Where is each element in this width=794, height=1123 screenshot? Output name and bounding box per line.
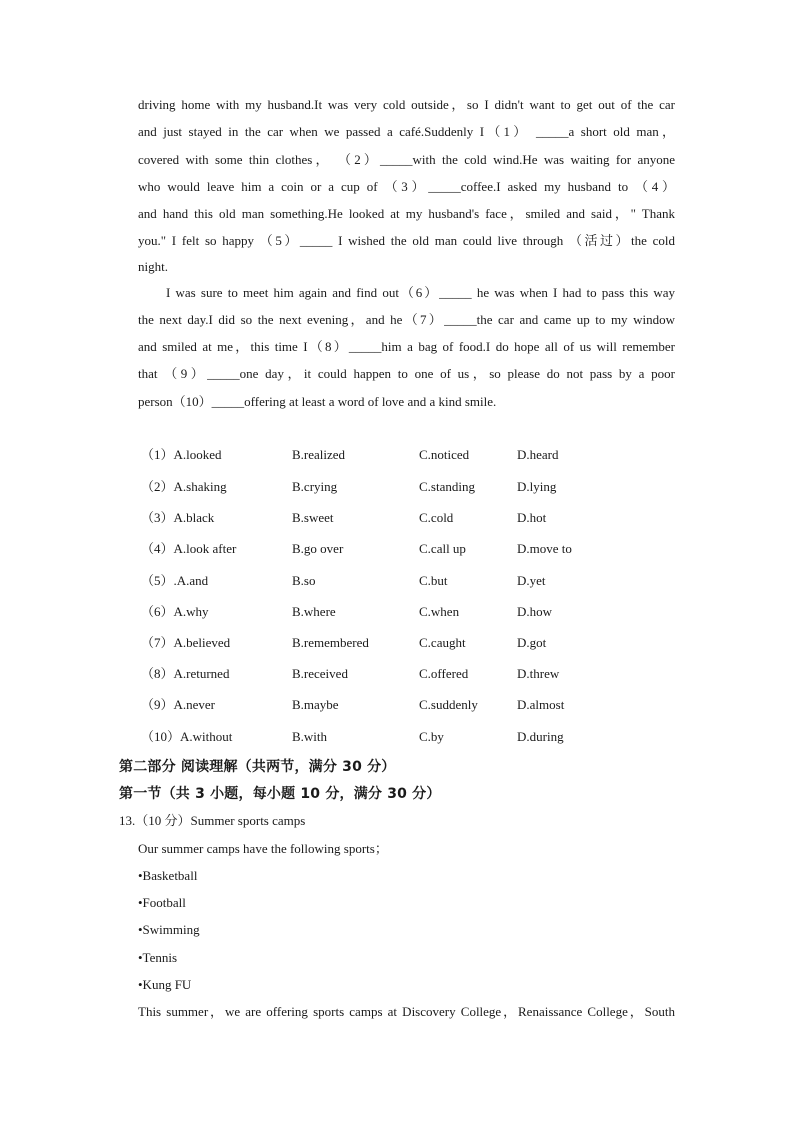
- passage-line: and smiled at me，this time I（8）_____him a bag of food.I do hope all of us will remember: [138, 339, 675, 354]
- option-a: （9）A.never: [141, 697, 216, 712]
- option-d: D.got: [517, 635, 547, 650]
- option-d: D.heard: [517, 447, 559, 462]
- option-a: （10）A.without: [141, 729, 233, 744]
- option-c: C.standing: [419, 479, 475, 494]
- list-item: •Football: [138, 895, 186, 910]
- option-b: B.where: [292, 604, 336, 619]
- option-c: C.by: [419, 729, 444, 744]
- option-b: B.maybe: [292, 697, 339, 712]
- option-b: B.received: [292, 666, 348, 681]
- option-d: D.almost: [517, 697, 565, 712]
- option-row: [141, 632, 661, 654]
- option-a: （5）.A.and: [141, 573, 209, 588]
- option-b: B.sweet: [292, 510, 334, 525]
- option-a: （2）A.shaking: [141, 479, 227, 494]
- passage-line: covered with some thin clothes， （2）_____with the cold wind.He was waiting for anyone: [138, 152, 675, 167]
- passage-line: and just stayed in the car when we passed a café.Suddenly I（1） _____a short old man，: [138, 124, 675, 139]
- option-c: C.caught: [419, 635, 466, 650]
- list-item: •Tennis: [138, 950, 178, 965]
- part-heading: 第二部分 阅读理解（共两节，满分 30 分）: [119, 759, 396, 775]
- list-item: •Swimming: [138, 922, 200, 937]
- option-a: （4）A.look after: [141, 541, 237, 556]
- option-row: [141, 570, 661, 592]
- option-a: （1）A.looked: [141, 447, 222, 462]
- option-row: [141, 601, 661, 623]
- option-d: D.threw: [517, 666, 560, 681]
- option-row: [141, 694, 661, 716]
- option-c: C.when: [419, 604, 460, 619]
- option-row: [141, 663, 661, 685]
- option-a: （3）A.black: [141, 510, 215, 525]
- option-c: C.call up: [419, 541, 466, 556]
- option-b: B.crying: [292, 479, 338, 494]
- option-a: （7）A.believed: [141, 635, 231, 650]
- option-c: C.suddenly: [419, 697, 478, 712]
- option-row: [141, 476, 661, 498]
- option-c: C.noticed: [419, 447, 470, 462]
- option-b: B.remembered: [292, 635, 369, 650]
- passage-line: driving home with my husband.It was very cold outside，so I didn't want to get out of the car: [138, 97, 675, 112]
- passage-line: that （9）_____one day，it could happen to one of us，so please do not pass by a poor: [138, 366, 675, 381]
- list-item: •Kung FU: [138, 977, 192, 992]
- passage-line: and hand this old man something.He looked at my husband's face，smiled and said，" Thank: [138, 206, 675, 221]
- passage-line: who would leave him a coin or a cup of （3）_____coffee.I asked my husband to （4）: [138, 179, 675, 194]
- closing-text: This summer，we are offering sports camps at Discovery College，Renaissance College，South: [138, 1004, 675, 1019]
- option-c: C.cold: [419, 510, 454, 525]
- option-b: B.go over: [292, 541, 344, 556]
- passage-line: I was sure to meet him again and find out（6）_____ he was when I had to pass this way: [166, 285, 675, 300]
- intro-text: Our summer camps have the following sports；: [138, 841, 388, 856]
- passage-line: person（10）_____offering at least a word of love and a kind smile.: [138, 394, 497, 409]
- option-b: B.with: [292, 729, 328, 744]
- option-row: [141, 507, 661, 529]
- option-d: D.move to: [517, 541, 572, 556]
- option-a: （8）A.returned: [141, 666, 230, 681]
- option-d: D.hot: [517, 510, 547, 525]
- passage-line: night.: [138, 259, 168, 274]
- option-row: [141, 444, 661, 466]
- passage-line: the next day.I did so the next evening，and he（7）_____the car and came up to my window: [138, 312, 675, 327]
- option-c: C.offered: [419, 666, 469, 681]
- section-heading: 第一节（共 3 小题，每小题 10 分，满分 30 分）: [119, 786, 441, 802]
- option-d: D.lying: [517, 479, 557, 494]
- passage-line: you." I felt so happy （5）_____ I wished the old man could live through （活过）the cold: [138, 233, 675, 248]
- option-b: B.so: [292, 573, 316, 588]
- option-row: [141, 538, 661, 560]
- question-title: 13.（10 分）Summer sports camps: [119, 813, 306, 828]
- option-c: C.but: [419, 573, 448, 588]
- option-d: D.how: [517, 604, 553, 619]
- option-row: [141, 726, 661, 748]
- option-d: D.during: [517, 729, 564, 744]
- option-d: D.yet: [517, 573, 546, 588]
- list-item: •Basketball: [138, 868, 198, 883]
- option-b: B.realized: [292, 447, 346, 462]
- option-a: （6）A.why: [141, 604, 209, 619]
